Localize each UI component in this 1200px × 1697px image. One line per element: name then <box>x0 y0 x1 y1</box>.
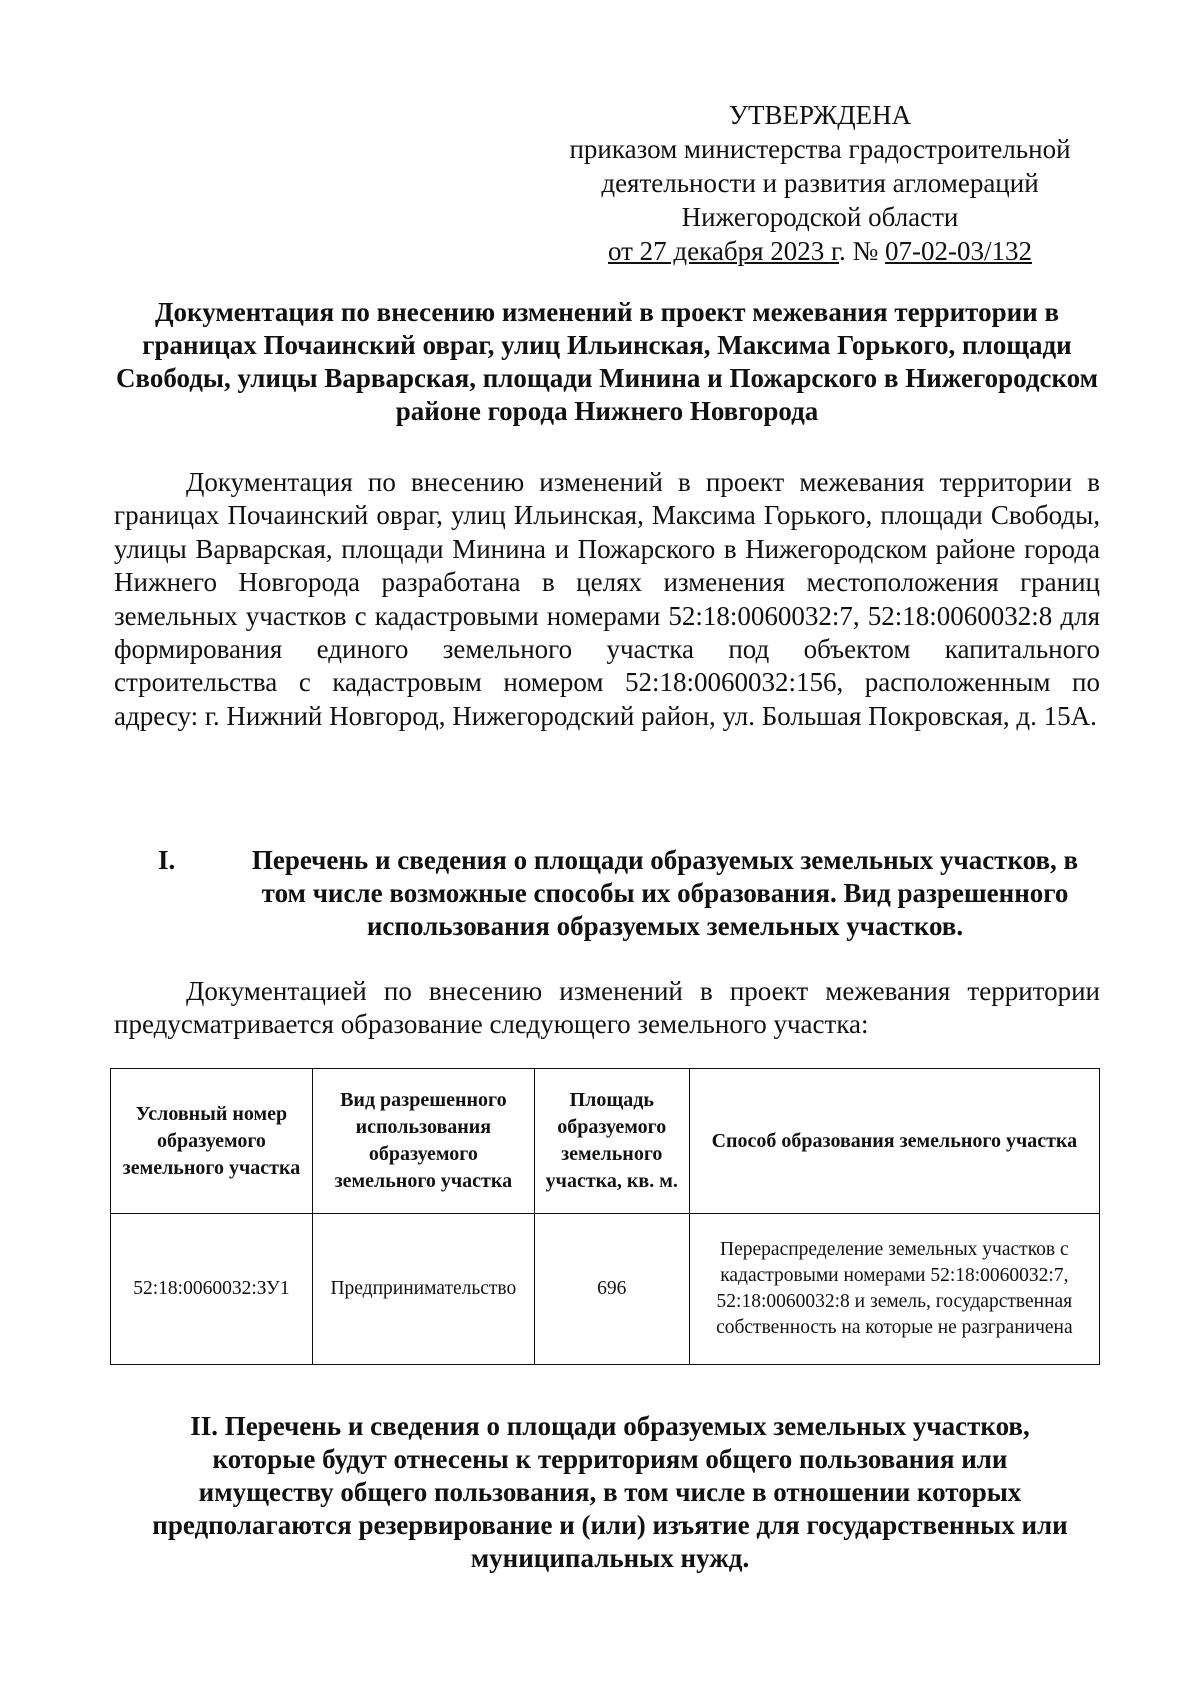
approval-line: деятельности и развития агломераций <box>601 168 1039 198</box>
approval-separator: . № <box>839 236 886 266</box>
approval-date: от 27 декабря 2023 г <box>607 236 840 266</box>
approval-title: УТВЕРЖДЕНА <box>728 100 912 130</box>
section-1-number: I. <box>158 845 176 875</box>
table-row <box>111 1214 1100 1365</box>
approval-date-line <box>560 234 1080 268</box>
table-cell-formation-method: Перераспределение земельных участков с кадастровыми номерами 52:18:0060032:7, 52:18:0060032:8 и земель, государственная собственность на которые не разграничена <box>689 1214 1099 1365</box>
table-header-row <box>111 1069 1100 1214</box>
table-header-cell: Способ образования земельного участка <box>689 1069 1099 1214</box>
parcels-table <box>110 1068 1100 1365</box>
approval-line: Нижегородской области <box>681 202 959 232</box>
approval-line: приказом министерства градостроительной <box>569 134 1071 164</box>
table-header-cell: Условный номер образуемого земельного участка <box>111 1069 313 1214</box>
table-cell-parcel-number: 52:18:0060032:ЗУ1 <box>111 1214 313 1365</box>
section-1-text: Перечень и сведения о площади образуемых земельных участков, в том числе возможные способы их образования. Вид разрешенного использования образуемых земельных участков. <box>251 845 1079 941</box>
table-cell-permitted-use: Предпринимательство <box>312 1214 534 1365</box>
section-2-heading: II. Перечень и сведения о площади образуемых земельных участков, которые будут отнесены к территориям общего пользования или имуществу общего пользования, в том числе в отношении которых предполагаются резервирование и (или) изъятие для государственных или муниципальных нужд. <box>152 1411 1068 1573</box>
table-header-cell: Площадь образуемого земельного участка, кв. м. <box>534 1069 689 1214</box>
approval-number: 07-02-03/132 <box>885 236 1033 266</box>
table-header-cell: Вид разрешенного использования образуемого земельного участка <box>312 1069 534 1214</box>
approval-stamp <box>560 98 1080 268</box>
section-1-paragraph: Документацией по внесению изменений в проект межевания территории предусматривается образование следующего земельного участка: <box>114 976 1100 1040</box>
section-1-heading <box>110 844 1100 943</box>
document-title: Документация по внесению изменений в проект межевания территории в границах Почаинский овраг, улиц Ильинская, Максима Горького, площади Свободы, улицы Варварская, площади Минина и Пожарского в Нижегородском районе города Нижнего Новгорода <box>115 297 1099 426</box>
intro-paragraph: Документация по внесению изменений в проект межевания территории в границах Почаинский овраг, улиц Ильинская, Максима Горького, площади Свободы, улицы Варварская, площади Минина и Пожарского в Нижегородском районе города Нижнего Новгорода разработана в целях изменения местоположения границ земельных участков с кадастровыми номерами 52:18:0060032:7, 52:18:0060032:8 для формирования единого земельного участка под объектом капитального строительства с кадастровым номером 52:18:0060032:156, расположенным по адресу: г. Нижний Новгород, Нижегородский район, ул. Большая Покровская, д. 15А. <box>114 467 1100 731</box>
table-cell-area: 696 <box>534 1214 689 1365</box>
